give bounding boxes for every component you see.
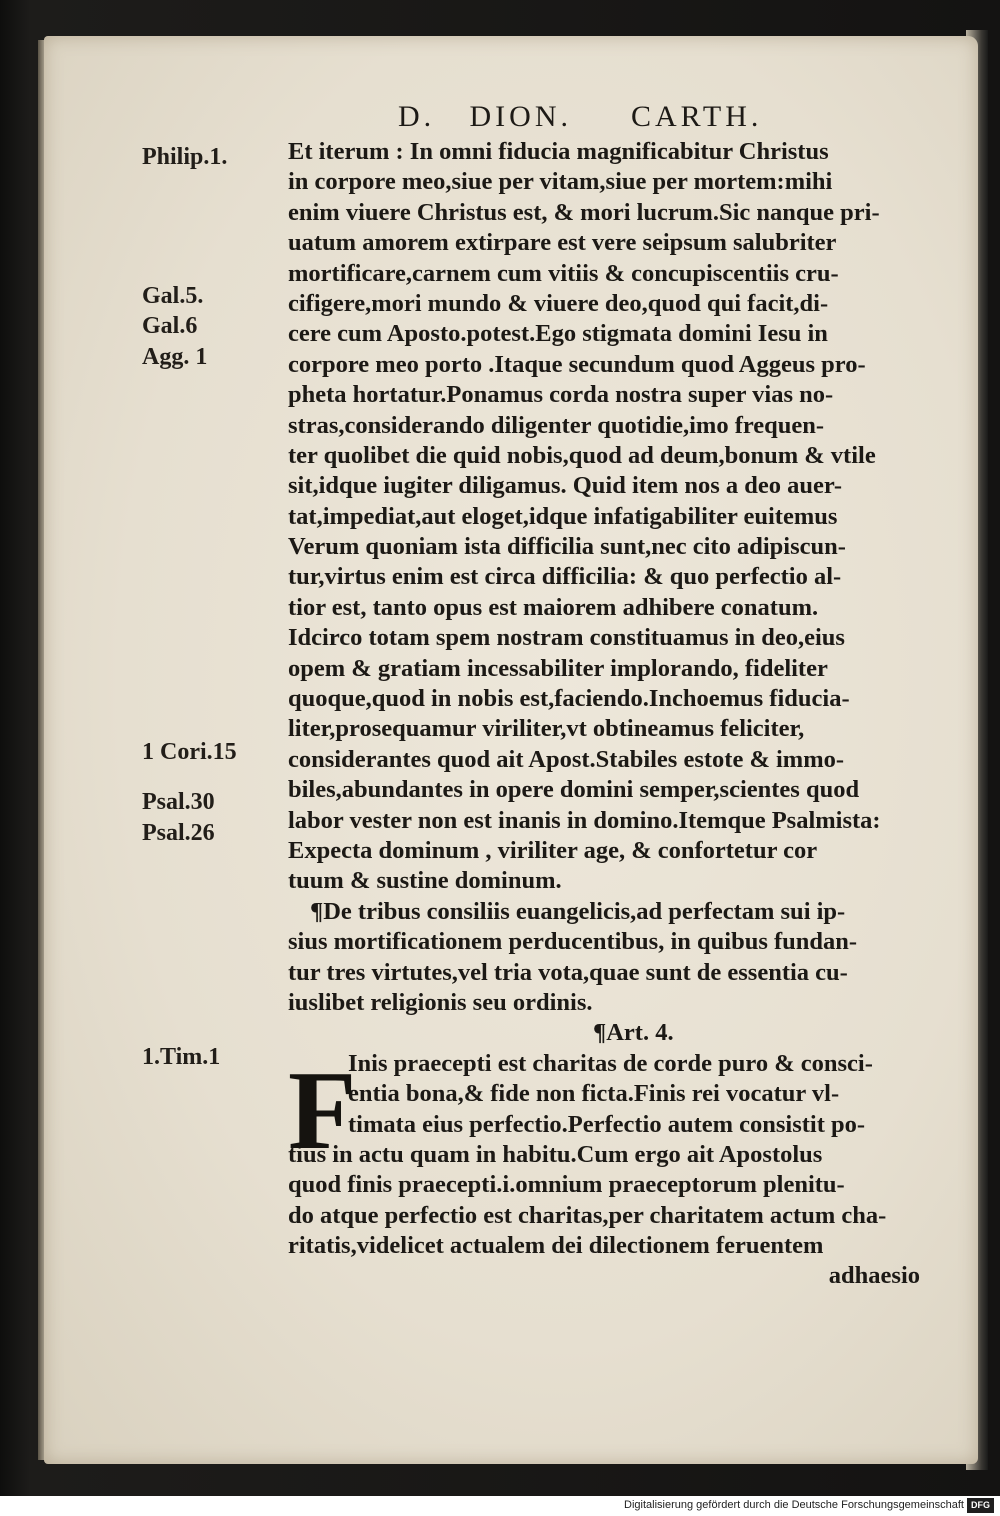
text-line: labor vester non est inanis in domino.Itemque Psalmista: bbox=[288, 806, 881, 834]
text-line: Idcirco totam spem nostram constituamus in deo,eius bbox=[288, 624, 845, 652]
margin-note-psal26: Psal.26 bbox=[142, 820, 215, 846]
text-line: ter quolibet die quid nobis,quod ad deum,bonum & vtile bbox=[288, 441, 876, 469]
text-line: enim viuere Christus est, & mori lucrum.Sic nanque pri- bbox=[288, 198, 880, 226]
header-right: CARTH. bbox=[631, 100, 763, 133]
text-line: stras,considerando diligenter quotidie,imo frequen- bbox=[288, 411, 825, 439]
text-line: Et iterum : In omni fiducia magnificabitur Christus bbox=[288, 138, 829, 165]
footer-bar bbox=[0, 1496, 1000, 1516]
section-heading-line: sius mortificationem perducentibus, in quibus fundan- bbox=[288, 928, 858, 956]
article-line: tius in actu quam in habitu.Cum ergo ait Apostolus bbox=[288, 1140, 823, 1168]
text-line: biles,abundantes in opere domini semper,scientes quod bbox=[288, 776, 860, 804]
article-line: entia bona,& fide non ficta.Finis rei vocatur vl- bbox=[348, 1080, 840, 1108]
header-center: DION. bbox=[469, 100, 572, 133]
dfg-logo-icon: DFG bbox=[967, 1498, 994, 1513]
margin-note-cori: 1 Cori.15 bbox=[142, 739, 237, 765]
text-line: mortificare,carnem cum vitiis & concupiscentiis cru- bbox=[288, 259, 839, 287]
article-line: do atque perfectio est charitas,per charitatem actum cha- bbox=[288, 1201, 887, 1229]
text-line: tuum & sustine dominum. bbox=[288, 867, 562, 895]
body-text bbox=[288, 137, 948, 1292]
text-line: quoque,quod in nobis est,faciendo.Inchoemus fiducia- bbox=[288, 685, 850, 713]
pilcrow-mark: ¶ bbox=[310, 897, 324, 925]
margin-note-psal30: Psal.30 bbox=[142, 789, 215, 815]
text-line: considerantes quod ait Apost.Stabiles estote & immo- bbox=[288, 745, 845, 773]
text-line: sit,idque iugiter diligamus. Quid item nos a deo auer- bbox=[288, 472, 843, 500]
text-line: cere cum Aposto.potest.Ego stigmata domini Iesu in bbox=[288, 320, 828, 348]
section-heading-text: De tribus consiliis euangelicis,ad perfectam sui ip- bbox=[323, 897, 846, 925]
text-line: opem & gratiam incessabiliter implorando, fideliter bbox=[288, 654, 828, 682]
article-paragraph bbox=[288, 1049, 948, 1262]
article-line: ritatis,videlicet actualem dei dilectionem feruentem bbox=[288, 1232, 824, 1260]
text-line: liter,prosequamur viriliter,vt obtineamus feliciter, bbox=[288, 715, 805, 743]
drop-cap: F bbox=[288, 1048, 357, 1173]
text-line: tur,virtus enim est circa difficilia: & quo perfectio al- bbox=[288, 563, 842, 591]
header-left: D. bbox=[398, 100, 436, 133]
article-heading bbox=[288, 1018, 948, 1048]
text-line: tior est, tanto opus est maiorem adhibere conatum. bbox=[288, 593, 819, 621]
margin-note-agg: Agg. 1 bbox=[142, 344, 208, 370]
section-heading-line bbox=[288, 897, 948, 927]
margin-note-gal5: Gal.5. bbox=[142, 283, 204, 309]
text-line: in corpore meo,siue per vitam,siue per mortem:mihi bbox=[288, 168, 833, 196]
article-line: quod finis praecepti.i.omnium praeceptorum plenitu- bbox=[288, 1171, 845, 1199]
section-heading-line: tur tres virtutes,vel tria vota,quae sunt de essentia cu- bbox=[288, 958, 848, 986]
footer-credit: Digitalisierung gefördert durch die Deutsche Forschungsgemeinschaft bbox=[624, 1499, 964, 1511]
article-line: timata eius perfectio.Perfectio autem consistit po- bbox=[348, 1110, 866, 1138]
article-line: Inis praecepti est charitas de corde puro & consci- bbox=[348, 1049, 873, 1077]
text-line: cifigere,mori mundo & viuere deo,quod qui facit,di- bbox=[288, 289, 829, 317]
section-heading-line: iuslibet religionis seu ordinis. bbox=[288, 988, 593, 1016]
margin-note-gal6: Gal.6 bbox=[142, 313, 198, 339]
running-header bbox=[398, 100, 818, 134]
article-label: Art. 4. bbox=[606, 1019, 674, 1047]
text-line: Expecta dominum , viriliter age, & confortetur cor bbox=[288, 836, 818, 864]
margin-note-philip: Philip.1. bbox=[142, 144, 228, 170]
text-line: Verum quoniam ista difficilia sunt,nec cito adipiscun- bbox=[288, 533, 846, 561]
text-line: pheta hortatur.Ponamus corda nostra super vias no- bbox=[288, 381, 834, 409]
catchword: adhaesio bbox=[828, 1262, 920, 1290]
pilcrow-mark: ¶ bbox=[593, 1019, 607, 1047]
margin-note-tim: 1.Tim.1 bbox=[142, 1044, 221, 1070]
text-line: corpore meo porto .Itaque secundum quod Aggeus pro- bbox=[288, 350, 866, 378]
text-line: uatum amorem extirpare est vere seipsum salubriter bbox=[288, 229, 837, 257]
text-line: tat,impediat,aut eloget,idque infatigabiliter euitemus bbox=[288, 502, 838, 530]
